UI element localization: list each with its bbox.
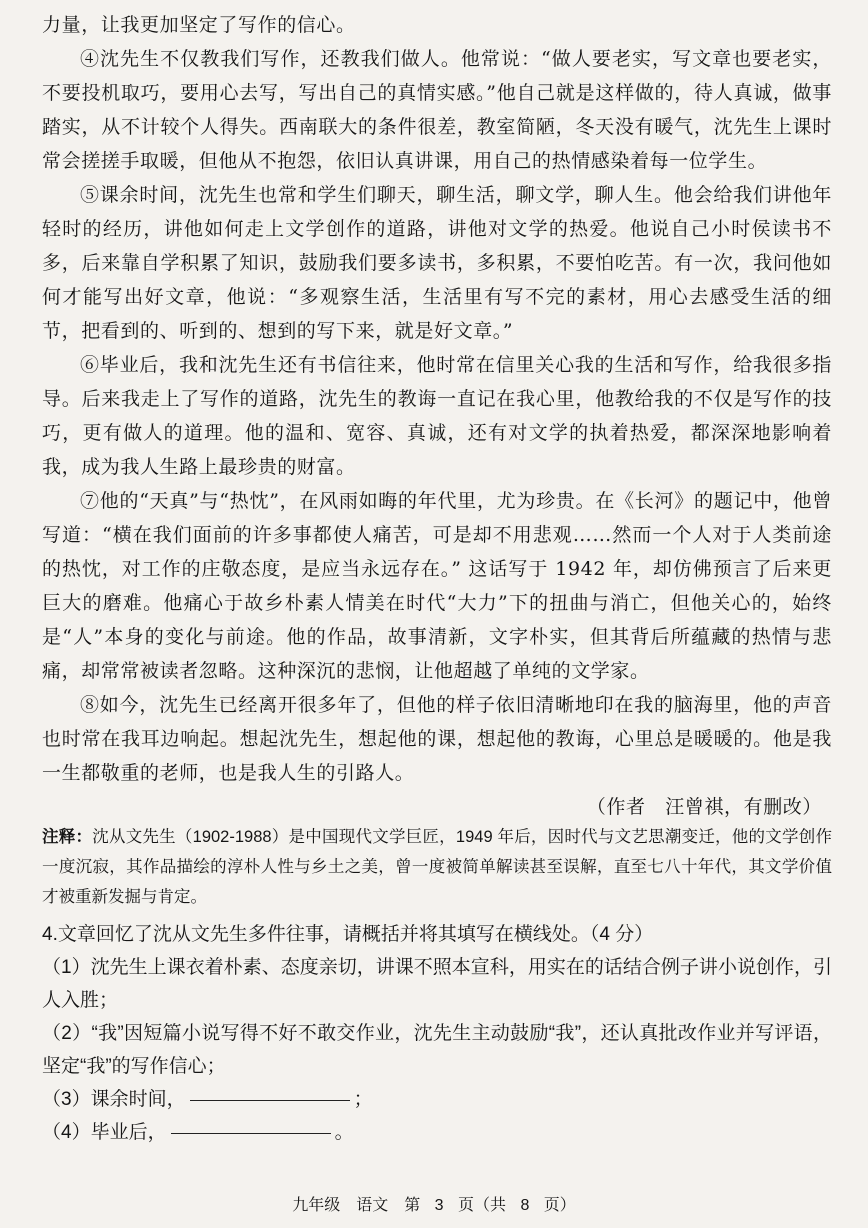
- paragraph-7: ⑦他的“天真”与“热忱”，在风雨如晦的年代里，尤为珍贵。在《长河》的题记中，他曾写道：“横在我们面前的许多事都使人痛苦，可是却不用悲观……然而一个人对于人类前途的热忱，对工作的庄敬态度，是应当永远存在。” 这话写于 1942 年，却仿佛预言了后来更巨大的磨难。他痛心于故乡朴素人情美在时代“大力”下的扭曲与消亡，但他关心的，始终是“人”本身的变化与前途。他的作品，故事清新，文字朴实，但其背后所蕴藏的热情与悲痛，却常常被读者忽略。这种深沉的悲悯，让他超越了单纯的文学家。: [42, 490, 832, 682]
- answer-blank-4[interactable]: [171, 1132, 331, 1134]
- question-item-3: [42, 1083, 832, 1116]
- question-title: 4.文章回忆了沈从文先生多件往事，请概括并将其填写在横线处。（4 分）: [42, 924, 654, 945]
- page-footer: 九年级 语文 第 3 页（共 8 页）: [292, 1197, 576, 1214]
- paragraph-8: ⑧如今，沈先生已经离开很多年了，但他的样子依旧清晰地印在我的脑海里，他的声音也时常在我耳边响起。想起沈先生，想起他的课，想起他的教诲，心里总是暖暖的。他是我一生都敬重的老师，也是我人生的引路人。: [42, 694, 832, 784]
- item-4-suffix: 。: [334, 1122, 354, 1143]
- note-label: 注释：: [42, 828, 93, 846]
- paragraph-continued: 力量，让我更加坚定了写作的信心。: [42, 14, 356, 36]
- paragraph-4: ④沈先生不仅教我们写作，还教我们做人。他常说：“做人要老实，写文章也要老实，不要投机取巧，要用心去写，写出自己的真情实感。”他自己就是这样做的，待人真诚，做事踏实，从不计较个人得失。西南联大的条件很差，教室简陋，冬天没有暖气，沈先生上课时常会搓搓手取暖，但他从不抱怨，依旧认真讲课，用自己的热情感染着每一位学生。: [42, 48, 832, 172]
- author-credit: （作者 汪曾祺，有删改）: [586, 796, 822, 818]
- item-3-suffix: ；: [353, 1089, 373, 1110]
- annotation-note: [42, 822, 832, 912]
- question-4: [42, 918, 832, 1149]
- question-item-4: [42, 1116, 832, 1149]
- reading-passage: [42, 8, 832, 824]
- question-item-2: （2）“我”因短篇小说写得不好不敢交作业，沈先生主动鼓励“我”，还认真批改作业并写评语，坚定“我”的写作信心；: [42, 1023, 832, 1077]
- item-3-prefix: （3）课余时间，: [42, 1089, 186, 1110]
- item-4-prefix: （4）毕业后，: [42, 1122, 167, 1143]
- paragraph-5: ⑤课余时间，沈先生也常和学生们聊天，聊生活，聊文学，聊人生。他会给我们讲他年轻时的经历，讲他如何走上文学创作的道路，讲他对文学的热爱。他说自己小时侯读书不多，后来靠自学积累了知识，鼓励我们要多读书，多积累，不要怕吃苦。有一次，我问他如何才能写出好文章，他说：“多观察生活，生活里有写不完的素材，用心去感受生活的细节，把看到的、听到的、想到的写下来，就是好文章。”: [42, 184, 832, 342]
- question-item-1: （1）沈先生上课衣着朴素、态度亲切，讲课不照本宣科，用实在的话结合例子讲小说创作，引人入胜；: [42, 957, 832, 1011]
- paragraph-6: ⑥毕业后，我和沈先生还有书信往来，他时常在信里关心我的生活和写作，给我很多指导。后来我走上了写作的道路，沈先生的教诲一直记在我心里，他教给我的不仅是写作的技巧，更有做人的道理。他的温和、宽容、真诚，还有对文学的执着热爱，都深深地影响着我，成为我人生路上最珍贵的财富。: [42, 354, 832, 478]
- answer-blank-3[interactable]: [190, 1099, 350, 1101]
- note-text: 沈从文先生（1902-1988）是中国现代文学巨匠，1949 年后，因时代与文艺思潮变迁，他的文学创作一度沉寂，其作品描绘的淳朴人性与乡土之美，曾一度被简单解读甚至误解，直至七八十年代，其文学价值才被重新发掘与肯定。: [42, 828, 832, 906]
